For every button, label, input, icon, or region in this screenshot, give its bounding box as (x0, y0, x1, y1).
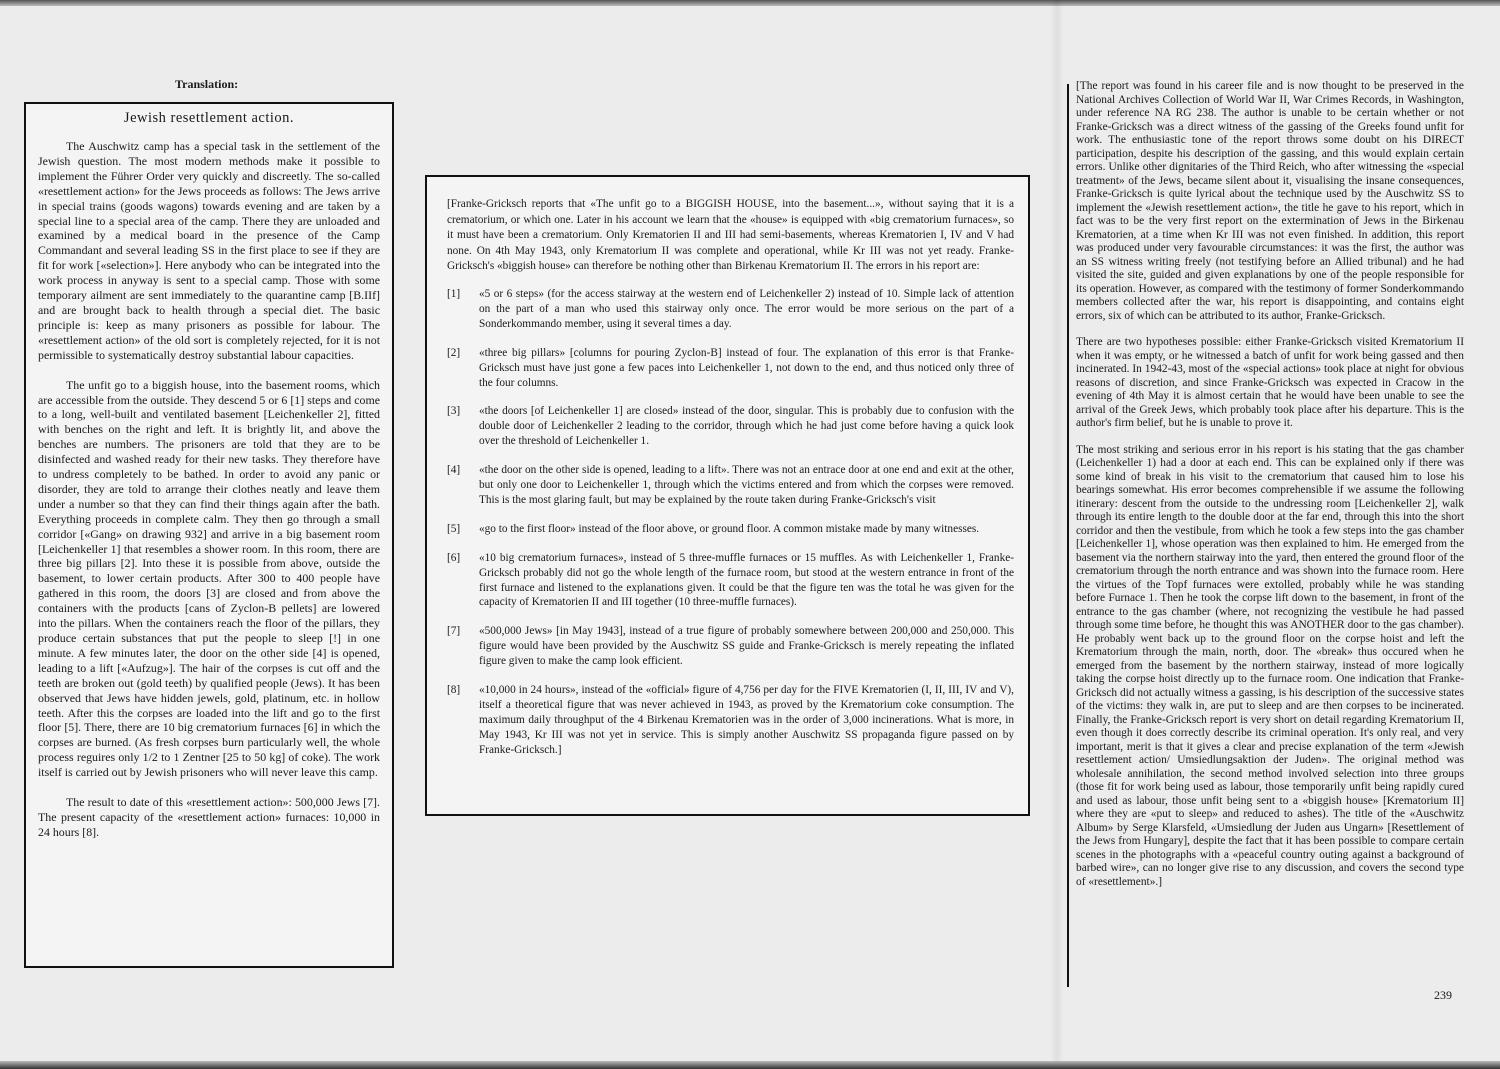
errors-commentary-box (425, 175, 1030, 816)
error-number: [1] (447, 287, 461, 300)
translation-paragraph: The result to date of this «resettlement action»: 500,000 Jews [7]. The present capacity of the «resettlement action» furnaces: 10,000 in 24 hours [8]. (38, 795, 380, 839)
commentary-intro: [Franke-Gricksch reports that «The unfit go to a BIGGISH HOUSE, into the basement...», without saying that it is a crematorium, or which one. Later in his account we learn that the «house» is equipped with «big crematorium furnaces», so it must have been a crematorium. Only Krematorien II and III had semi-basements, whereas Krematorien I, IV and V had none. On 4th May 1943, only Krematorium II was complete and operational, while Kr III was not yet ready. Franke-Gricksch's «biggish house» can therefore be nothing other than Birkenau Krematorium II. The errors in his report are: (447, 198, 1014, 273)
error-item (447, 404, 1014, 449)
error-text: «three big pillars» [columns for pouring Zyclon-B] instead of four. The explanation of this error is that Franke-Gricksch must have just gone a few paces into Leichenkeller 1, not down to the end, and thus noticed only three of the four columns. (479, 346, 1014, 389)
column-rule (1067, 84, 1069, 987)
author-commentary (1076, 80, 1464, 902)
commentary-paragraph: [The report was found in his career file and is now thought to be preserved in the National Archives Collection of World War II, War Crimes Records, in Washington, under reference NA RG 238. The author is unable to be certain whether or not Franke-Gricksch was a direct witness of the gassing of the Greeks found unfit for work. The enthusiastic tone of the report throws some doubt on his DIRECT participation, despite his description of the gassing, and this would explain certain errors. Unlike other dignitaries of the Third Reich, who after witnessing the «special treatment» of the Jews, became silent about it, visualising the insane consequences, Franke-Gricksch is quite lyrical about the technique used by the Auschwitz SS to implement the «Jewish resettlement action», the title he gave to his report, which in fact was to be the very first report on the extermination of Jews in the Birkenau Krematorien, at a time when Kr III was not even finished. In addition, this report was produced under very favourable circumstances: it was the first, the author was an SS witness writing freely (not testifying before an Allied tribunal) and he had visited the site, guided and given explanations by one of the people responsible for its operation. However, as compared with the testimony of former Sonderkommando members collected after the war, his report is disappointing, and contains eight errors, six of which can be attributed to its author, Franke-Gricksch. (1076, 80, 1464, 322)
error-number: [3] (447, 405, 461, 418)
error-number: [6] (447, 551, 461, 564)
error-text: «500,000 Jews» [in May 1943], instead of a true figure of probably somewhere between 200,000 and 250,000. This figure would have been provided by the Auschwitz SS guide and Franke-Gricksch is merely repeating the inflated figure given to make the camp look efficient. (479, 625, 1014, 668)
error-text: «10 big crematorium furnaces», instead of 5 three-muffle furnaces or 15 muffles. As with Leichenkeller 1, Franke-Gricksch probably did not go the whole length of the furnace room, but stood at the western entrance in front of the first furnace and listened to the explanations given. It could be that the figure ten was the total he was given for the capacity of Krematorien II and III together (10 three-muffle furnaces). (479, 551, 1014, 609)
error-item (447, 624, 1014, 669)
error-number: [4] (447, 464, 461, 477)
error-text: «the doors [of Leichenkeller 1] are closed» instead of the door, singular. This is probably due to confusion with the double door of Leichenkeller 2 leading to the corridor, through which he had just come before having a quick look over the threshold of Leichenkeller 1. (479, 405, 1014, 448)
commentary-paragraph: The most striking and serious error in his report is his stating that the gas chamber (Leichenkeller 1) had a door at each end. This can be explained only if there was some kind of break in his visit to the crematorium that caused him to lose his bearings somewhat. His error becomes comprehensible if we assume the following itinerary: descent from the outside to the undressing room [Leichenkeller 2], walk through its entire length to the double door at the far end, through this into the short corridor and then the vestibule, from which he took a few steps into the gas chamber [Leichenkeller 1], whose operation was then explained to him. He emerged from the basement via the northern stairway into the yard, then entered the ground floor of the crematorium through the north entrance and was shown into the furnace room. Here the virtues of the Topf furnaces were extolled, probably while he was standing before Furnace 1. Then he took the corpse lift down to the basement, in front of the entrance to the gas chamber (where, not recognizing the vestibule he had passed through some time before, he thought this was ANOTHER door to the gas chamber). He probably went back up to the ground floor on the corpse hoist and left the Krematorium through the main, north, door. The «break» thus occured when he emerged from the basement by the northern stairway, instead of more logically taking the corpse hoist directly up to the furnace room. One indication that Franke-Gricksch did not actually witness a gassing, is his description of the successive states of the victims: they walk in, are put to sleep and are then corpses to be incinerated. Finally, the Franke-Gricksch report is very short on detail regarding Krematorium II, even though it does correctly describe its criminal operation. It's only real, and very important, merit is that it gives a clear and precise explanation of the term «Jewish resettlement action/ Umsiedlungsaktion der Juden». The original method was wholesale annihilation, the second method involved selection into three groups (those fit for work being used as labour, those temporarily unfit being rapidly cured and used as labour, those unfit being sent to a «biggish house» [Krematorium II] where they are «put to sleep» and reduced to ashes). The title of the «Auschwitz Album» by Serge Klarsfeld, «Umsiedlung der Juden aus Ungarn» [Resettlement of the Jews from Hungary], despite the fact that it has been possible to compare certain scenes in the photographs with a «peaceful country outing against a background of barbed wire», can no longer give rise to any discussion, and covers the second type of «resettlement».] (1076, 443, 1464, 888)
error-item (447, 346, 1014, 391)
commentary-paragraph: There are two hypotheses possible: either Franke-Gricksch visited Krematorium II when it was empty, or he witnessed a batch of unfit for work being gassed and then incinerated. In 1942-43, most of the «special actions» took place at night for obvious reasons of discretion, and since Franke-Gricksch was expected in Cracow in the evening of 4th May it is almost certain that he would have been unable to see the arrival of the Greek Jews, which probably took place after his departure. This is the author's firm belief, but he is unable to prove it. (1076, 336, 1464, 429)
page-number: 239 (1434, 988, 1452, 1002)
error-item (447, 522, 1014, 537)
scan-edge-bottom (0, 1061, 1500, 1069)
error-number: [7] (447, 625, 461, 638)
translation-paragraph: The unfit go to a biggish house, into the basement rooms, which are accessible from the outside. They descend 5 or 6 [1] steps and come to a long, well-built and ventilated basement [Leichenkeller 2], fitted with benches on the right and left. It is brightly lit, and above the benches are numbers. The prisoners are told that they are to be disinfected and washed ready for their new tasks. They therefore have to undress completely to be bathed. In order to avoid any panic or disorder, they are told to arrange their clothes neatly and leave them under a number so that they can find their things again after the bath. Everything proceeds in complete calm. They then go through a small corridor [«Gang» on drawing 932] and arrive in a big basement room [Leichenkeller 1] that resembles a shower room. In this room, there are three big pillars [2]. Into these it is possible from above, outside the basement, to lower certain products. After 300 to 400 people have gathered in this room, the doors [3] are closed and from above the containers with the products [cans of Zyclon-B pellets] are lowered into the pillars. When the containers reach the floor of the pillars, they produce certain substances that put the people to sleep [!] in one minute. A few minutes later, the door on the other side [4] is opened, leading to a lift [«Aufzug»]. The hair of the corpses is cut off and the teeth are broken out (gold teeth) by qualified people (Jews). It has been observed that Jews have hidden jewels, gold, platinum, etc. in hollow teeth. After this the corpses are loaded into the lift and go to the first floor [5]. There, there are 10 big crematorium furnaces [6] in which the corpses are burned. (As fresh corpses burn particularly well, the whole process reguires only 1/2 to 1 Zentner [25 to 50 kg] of coke). The work itself is carried out by Jewish prisoners who will never leave this camp. (38, 377, 380, 780)
translation-heading: Translation: (175, 77, 239, 91)
error-item (447, 463, 1014, 508)
error-text: «10,000 in 24 hours», instead of the «official» figure of 4,756 per day for the FIVE Krematorien (I, II, III, IV and V), itself a theoretical figure that was never achieved in 1943, as proved by the Krematorium coke consumption. The maximum daily throughput of the 4 Birkenau Krematorien was in the order of 3,000 incinerations. What is more, in May 1943, Kr III was not yet in service. This is simply another Auschwitz SS propaganda figure passed on by Franke-Gricksch.] (479, 684, 1014, 756)
translation-title: Jewish resettlement action. (123, 110, 295, 126)
error-number: [2] (447, 346, 461, 359)
translation-paragraph: The Auschwitz camp has a special task in the settlement of the Jewish question. The most modern methods make it possible to implement the Führer Order very quickly and discreetly. The so-called «resettlement action» for the Jews proceeds as follows: The Jews arrive in special trains (goods wagons) towards evening and are taken by a special line to a special area of the camp. There they are unloaded and examined by a medical board in the presence of the Camp Commandant and several leading SS in the first place to see if they are fit for work [«selection»]. Here anybody who can be integrated into the work process in anyway is sent to a special camp. Those with some temporary ailment are sent immediately to the quarantine camp [B.IIf] and are brought back to health through a special diet. The basic principle is: keep as many prisoners as possible for labour. The «resettlement action» of the old sort is completely rejected, for it is not permissible to systematically destroy substantial labour capacities. (38, 139, 380, 362)
error-number: [8] (447, 684, 461, 697)
error-item (447, 683, 1014, 758)
error-text: «the door on the other side is opened, leading to a lift». There was not an entrace door at one end and exit at the other, but only one door to Leichenkeller 1, through which the victims entered and from which the corpses were removed. This is the most glaring fault, but may be explained by the route taken during Franke-Gricksch's visit (479, 464, 1014, 506)
error-item (447, 287, 1014, 332)
translation-box (24, 102, 394, 968)
error-text: «go to the first floor» instead of the floor above, or ground floor. A common mistake made by many witnesses. (479, 522, 980, 535)
page-fold-shadow (1050, 0, 1064, 1069)
errors-list (447, 287, 1014, 758)
error-number: [5] (447, 522, 461, 535)
error-text: «5 or 6 steps» (for the access stairway at the western end of Leichenkeller 2) instead of 10. Simple lack of attention on the part of a man who used this stairway only once. The error would be more serious on the part of a Sonderkommando member, using it several times a day. (479, 287, 1014, 330)
scan-edge-top (0, 0, 1500, 6)
error-item (447, 551, 1014, 611)
